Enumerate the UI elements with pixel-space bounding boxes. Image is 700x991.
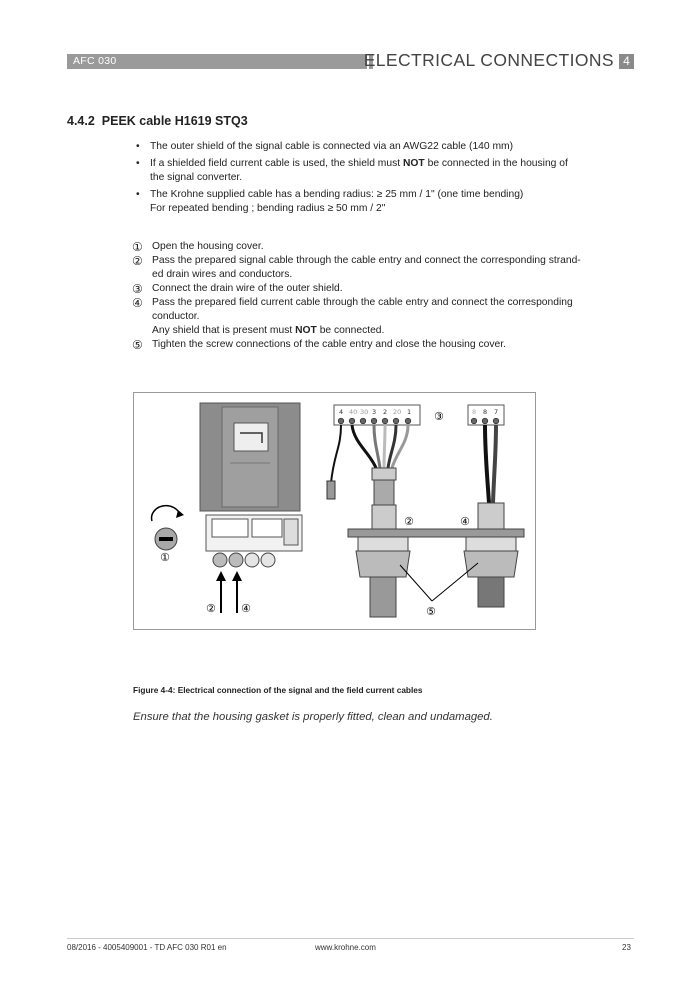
footer-page-number: 23 — [622, 943, 631, 952]
bullet-emphasis: NOT — [402, 158, 425, 169]
cable-gland-4 — [261, 553, 275, 567]
step-text: Pass the prepared signal cable through the cable entry and connect the corresponding strand- — [152, 255, 581, 266]
note-text: Ensure that the housing gasket is properly fitted, clean and undamaged. — [133, 711, 493, 723]
terminal-label: 20 — [393, 408, 402, 416]
terminal-label: 7 — [494, 408, 499, 416]
signal-wire — [352, 425, 376, 468]
terminal-label: 40 — [349, 408, 358, 416]
bullet-text: The outer shield of the signal cable is connected via an AWG22 cable (140 mm) — [150, 141, 514, 152]
signal-gland-cap — [356, 551, 410, 577]
rotate-arrow-icon — [152, 506, 180, 521]
section-number: 4.4.2 — [67, 114, 95, 128]
signal-cable-sleeve — [372, 468, 396, 480]
step-text-cont: Any shield that is present must — [152, 325, 296, 336]
housing-display — [234, 423, 268, 451]
step-marker: ④ — [132, 296, 143, 310]
terminal-label: 2 — [383, 408, 388, 416]
step-marker: ② — [132, 254, 143, 268]
header-chapter-title: ELECTRICAL CONNECTIONS — [363, 50, 614, 70]
callout-1: ① — [160, 551, 170, 564]
header-product-label: AFC 030 — [73, 55, 117, 67]
mounting-plate — [348, 529, 524, 537]
callout-4: ④ — [460, 515, 470, 528]
step-text: Open the housing cover. — [152, 241, 264, 252]
footer-rule — [67, 938, 634, 939]
callout-5-leader — [400, 565, 432, 601]
section-title — [67, 114, 248, 128]
section-heading: PEEK cable H1619 STQ3 — [101, 114, 248, 128]
terminal-screw — [349, 418, 355, 424]
step-item — [132, 282, 637, 296]
cable-gland-1 — [213, 553, 227, 567]
field-gland-body — [466, 537, 516, 551]
terminal-screw — [360, 418, 366, 424]
drain-wire-connector — [327, 481, 335, 499]
arrow-head-icon — [232, 571, 242, 581]
bullet-item — [136, 188, 636, 216]
field-gland-cap — [464, 551, 518, 577]
wiring-figure — [133, 392, 536, 630]
signal-gland-nut — [372, 505, 396, 529]
terminal-label: 1 — [407, 408, 412, 416]
terminal-screw — [371, 418, 377, 424]
bullet-text: The Krohne supplied cable has a bending radius: ≥ 25 mm / 1" (one time bending) — [150, 189, 524, 200]
signal-wire — [384, 425, 385, 468]
step-text: Tighten the screw connections of the cable entry and close the housing cover. — [152, 339, 506, 350]
terminal-screw — [493, 418, 499, 424]
signal-wire — [374, 425, 380, 468]
step-list — [132, 240, 637, 352]
header-product-tab — [67, 54, 367, 69]
terminal-block-left — [212, 519, 248, 537]
terminal-screw — [482, 418, 488, 424]
header-chapter-number: 4 — [619, 54, 634, 69]
terminal-screw — [338, 418, 344, 424]
terminal-screw — [382, 418, 388, 424]
wiring-diagram — [134, 393, 535, 629]
signal-gland-body — [358, 537, 408, 551]
bullet-item — [136, 140, 636, 154]
terminal-screw — [393, 418, 399, 424]
arrow-head-icon — [216, 571, 226, 581]
cable-gland-3 — [245, 553, 259, 567]
bullet-continuation: the signal converter. — [150, 172, 243, 183]
bullet-list — [136, 140, 636, 219]
step-item — [132, 240, 637, 254]
callout-5: ⑤ — [426, 605, 436, 618]
step-text-cont: conductor. — [152, 311, 200, 322]
terminal-screw — [405, 418, 411, 424]
callout-5-leader — [432, 563, 478, 601]
callout-2-arrow: ② — [206, 602, 216, 615]
drain-wire — [331, 425, 341, 483]
terminal-label: 8 — [472, 408, 477, 416]
step-item — [132, 338, 637, 352]
callout-2: ② — [404, 515, 414, 528]
step-emphasis: NOT — [295, 325, 317, 336]
terminal-label: 8 — [483, 408, 488, 416]
bullet-item — [136, 157, 636, 185]
cable-gland-2 — [229, 553, 243, 567]
terminal-label: 4 — [339, 408, 344, 416]
field-cable — [478, 577, 504, 607]
screw-slot — [159, 537, 173, 541]
footer-website: www.krohne.com — [315, 943, 376, 952]
step-marker: ⑤ — [132, 338, 143, 352]
terminal-block-right — [252, 519, 282, 537]
callout-3: ③ — [434, 410, 444, 423]
step-item — [132, 296, 637, 338]
step-text-cont: be connected. — [316, 325, 385, 336]
field-gland-nut — [478, 503, 504, 529]
field-wire — [485, 425, 489, 503]
field-wire — [493, 425, 496, 503]
terminal-label: 30 — [360, 408, 369, 416]
callout-4-arrow: ④ — [241, 602, 251, 615]
page-header — [67, 50, 634, 70]
bullet-continuation: For repeated bending ; bending radius ≥ 50 mm / 2" — [150, 203, 386, 214]
step-text: Pass the prepared field current cable through the cable entry and connect the corresponding — [152, 297, 573, 308]
step-text: Connect the drain wire of the outer shield. — [152, 283, 343, 294]
step-item — [132, 254, 637, 282]
housing-front-panel — [222, 407, 278, 507]
step-text-cont: ed drain wires and conductors. — [152, 269, 293, 280]
step-marker: ① — [132, 240, 143, 254]
signal-cable — [370, 577, 396, 617]
bullet-text: If a shielded field current cable is used, the shield must — [150, 158, 403, 169]
figure-caption: Figure 4-4: Electrical connection of the signal and the field current cables — [133, 685, 423, 695]
terminal-label: 3 — [372, 408, 377, 416]
bullet-text: be connected in the housing of — [424, 158, 568, 169]
step-marker: ③ — [132, 282, 143, 296]
terminal-screw — [471, 418, 477, 424]
footer-doc-id: 08/2016 - 4005409001 - TD AFC 030 R01 en — [67, 943, 227, 952]
terminal-cover — [284, 519, 298, 545]
